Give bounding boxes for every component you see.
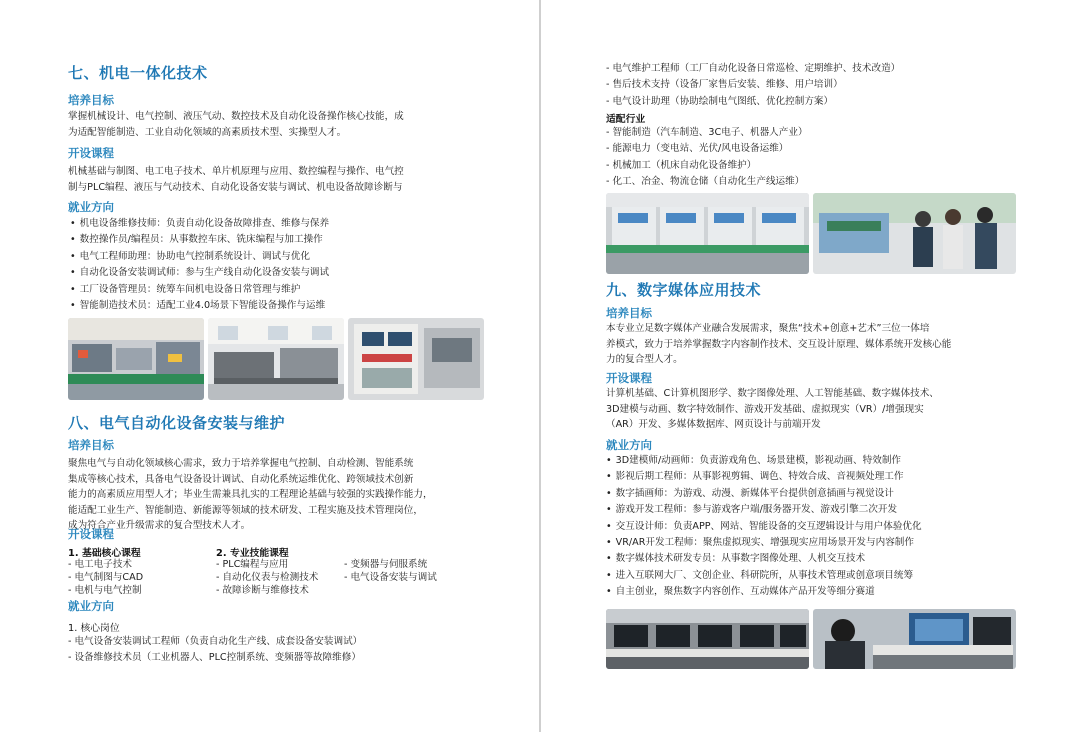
list-item: - 电气设备安装与调试 bbox=[344, 571, 437, 584]
section8-course-heading: 开设课程 bbox=[68, 527, 114, 541]
list-item: - 设备维修技术员（工业机器人、PLC控制系统、变频器等故障维修） bbox=[68, 650, 362, 666]
section8-goal-heading: 培养目标 bbox=[68, 438, 114, 452]
section9-goal-heading: 培养目标 bbox=[606, 306, 652, 320]
list-item: - 电气设计助理（协助绘制电气图纸、优化控制方案） bbox=[606, 94, 900, 110]
list-item: - 能源电力（变电站、光伏/风电设备运维） bbox=[606, 141, 808, 157]
course-group-basic-title: 1. 基础核心课程 bbox=[68, 548, 141, 559]
list-item: • 电气工程师助理：协助电气控制系统设计、调试与优化 bbox=[70, 249, 329, 265]
section8-jobs-continued bbox=[606, 61, 900, 110]
students-lab-photo bbox=[813, 193, 1016, 274]
electrical-lab-photo bbox=[606, 193, 809, 274]
list-item: • 自动化设备安装调试师：参与生产线自动化设备安装与调试 bbox=[70, 265, 329, 281]
text-line: 养模式，致力于培养掌握数字内容制作技术、交互设计原理、媒体系统开发核心能 bbox=[606, 338, 952, 350]
section9-course-text bbox=[606, 386, 939, 433]
section7-title: 七、机电一体化技术 bbox=[68, 64, 208, 82]
text-line: 计算机基础、C计算机图形学、数字图像处理、人工智能基础、数字媒体技术、 bbox=[606, 388, 939, 399]
list-item: - 电气维护工程师（工厂自动化设备日常巡检、定期维护、技术改造） bbox=[606, 61, 900, 77]
course-group-skill-title: 2. 专业技能课程 bbox=[216, 548, 289, 559]
list-item: • 游戏开发工程师：参与游戏客户端/服务器开发、游戏引擎二次开发 bbox=[606, 502, 922, 518]
section9-job-heading: 就业方向 bbox=[606, 438, 652, 452]
control-panel-photo bbox=[348, 318, 484, 400]
section7-goal-text bbox=[68, 109, 404, 140]
text-line: 本专业立足数字媒体产业融合发展需求，聚焦“技术+创意+艺术”三位一体培 bbox=[606, 323, 930, 334]
course-group-basic-list bbox=[68, 558, 143, 597]
text-line: 集成等核心技术，具备电气设备设计调试、自动化系统运维优化、跨领域技术创新 bbox=[68, 473, 414, 485]
section8-title: 八、电气自动化设备安装与维护 bbox=[68, 414, 286, 432]
text-line: 力的复合型人才。 bbox=[606, 354, 683, 365]
computer-lab-photo bbox=[606, 609, 809, 669]
text-line: 成为符合产业升级需求的复合型技术人才。 bbox=[68, 520, 251, 531]
list-item: • 工厂设备管理员：统筹车间机电设备日常管理与维护 bbox=[70, 282, 329, 298]
text-line: 机械基础与制图、电工电子技术、单片机原理与应用、数控编程与操作、电气控 bbox=[68, 166, 404, 177]
list-item: • 3D建模师/动画师：负责游戏角色、场景建模，影视动画、特效制作 bbox=[606, 453, 922, 469]
list-item: • 数字插画师：为游戏、动漫、新媒体平台提供创意插画与视觉设计 bbox=[606, 486, 922, 502]
list-item: • 智能制造技术员：适配工业4.0场景下智能设备操作与运维 bbox=[70, 298, 329, 314]
training-room-photo bbox=[68, 318, 204, 400]
text-line: 聚焦电气与自动化领域核心需求，致力于培养掌握电气控制、自动检测、智能系统 bbox=[68, 458, 414, 469]
course-group-skill-list-2 bbox=[344, 558, 437, 584]
section9-goal-text bbox=[606, 321, 951, 368]
list-item: • 数控操作员/编程员：从事数控车床、铣床编程与加工操作 bbox=[70, 232, 329, 248]
list-item: - 故障诊断与维修技术 bbox=[216, 584, 318, 597]
section7-job-heading: 就业方向 bbox=[68, 200, 114, 214]
list-item: - 售后技术支持（设备厂家售后安装、维修、用户培训） bbox=[606, 77, 900, 93]
list-item: - 智能制造（汽车制造、3C电子、机器人产业） bbox=[606, 125, 808, 141]
list-item: • 机电设备维修技师：负责自动化设备故障排查、维修与保养 bbox=[70, 216, 329, 232]
design-class-photo bbox=[813, 609, 1016, 669]
section7-goal-heading: 培养目标 bbox=[68, 93, 114, 107]
list-item: • 自主创业，聚焦数字内容创作、互动媒体产品开发等细分赛道 bbox=[606, 584, 922, 600]
list-item: - 电工电子技术 bbox=[68, 558, 143, 571]
page-fold bbox=[539, 0, 541, 732]
section9-title: 九、数字媒体应用技术 bbox=[606, 281, 762, 299]
list-item: • 数字媒体技术研发专员：从事数字图像处理、人机交互技术 bbox=[606, 551, 922, 567]
list-item: - 电气设备安装调试工程师（负责自动化生产线、成套设备安装调试） bbox=[68, 634, 362, 650]
list-item: - 化工、冶金、物流仓储（自动化生产线运维） bbox=[606, 174, 808, 190]
text-line: 掌握机械设计、电气控制、液压气动、数控技术及自动化设备操作核心技能，成 bbox=[68, 111, 404, 122]
section8-job-heading: 就业方向 bbox=[68, 599, 114, 613]
core-jobs-list bbox=[68, 634, 362, 667]
text-line: 3D建模与动画、数字特效制作、游戏开发基础、虚拟现实（VR）/增强现实 bbox=[606, 403, 924, 415]
section7-course-text bbox=[68, 164, 404, 195]
core-jobs-label: 1. 核心岗位 bbox=[68, 623, 120, 634]
workshop-photo bbox=[208, 318, 344, 400]
section7-job-list bbox=[70, 216, 329, 314]
section9-course-heading: 开设课程 bbox=[606, 371, 652, 385]
text-line: （AR）开发、多媒体数据库、网页设计与前端开发 bbox=[606, 419, 821, 430]
list-item: - 电机与电气控制 bbox=[68, 584, 143, 597]
course-group-skill-list bbox=[216, 558, 318, 597]
industry-list bbox=[606, 125, 808, 191]
list-item: - 自动化仪表与检测技术 bbox=[216, 571, 318, 584]
list-item: • 进入互联网大厂、文创企业、科研院所，从事技术管理或创意项目统筹 bbox=[606, 568, 922, 584]
text-line: 制与PLC编程、液压与气动技术、自动化设备安装与调试、机电设备故障诊断与 bbox=[68, 181, 403, 193]
list-item: • 影视后期工程师：从事影视剪辑、调色、特效合成、音视频处理工作 bbox=[606, 469, 922, 485]
section9-job-list bbox=[606, 453, 922, 601]
industry-label: 适配行业 bbox=[606, 114, 646, 125]
text-line: 为适配智能制造、工业自动化领域的高素质技术型、实操型人才。 bbox=[68, 126, 347, 138]
list-item: • VR/AR开发工程师：聚焦虚拟现实、增强现实应用场景开发与内容制作 bbox=[606, 535, 922, 551]
list-item: - 电气制图与CAD bbox=[68, 571, 143, 584]
section8-goal-text bbox=[68, 456, 433, 534]
list-item: - 机械加工（机床自动化设备维护） bbox=[606, 158, 808, 174]
section7-course-heading: 开设课程 bbox=[68, 146, 114, 160]
text-line: 能适配工业生产、智能制造、新能源等领域的技术研发、工程实施及技术管理岗位， bbox=[68, 504, 423, 516]
list-item: • 交互设计师：负责APP、网站、智能设备的交互逻辑设计与用户体验优化 bbox=[606, 519, 922, 535]
list-item: - 变频器与伺服系统 bbox=[344, 558, 437, 571]
text-line: 能力的高素质应用型人才；毕业生需兼具扎实的工程理论基础与较强的实践操作能力， bbox=[68, 489, 433, 500]
list-item: - PLC编程与应用 bbox=[216, 558, 318, 571]
